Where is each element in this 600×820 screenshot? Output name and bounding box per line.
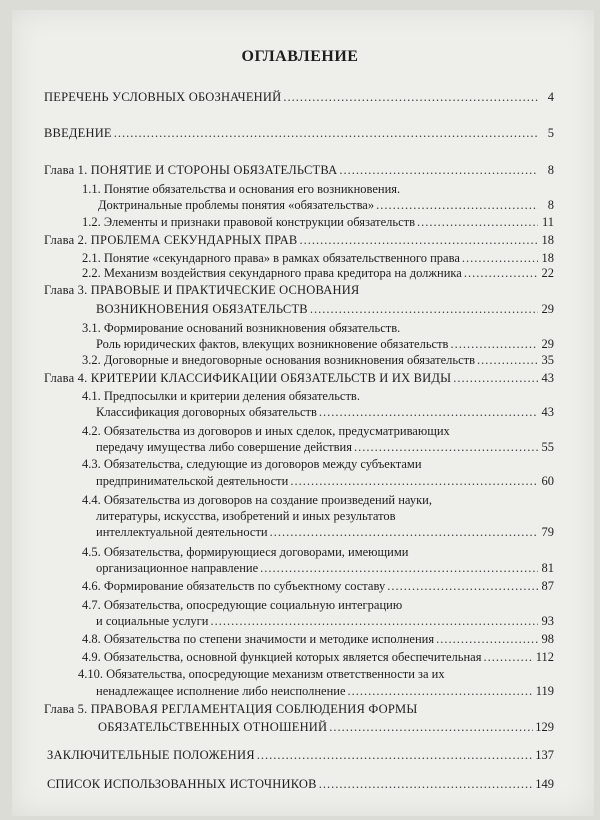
toc-entry-4-7 [96,614,554,629]
toc-page-number: 149 [535,777,554,791]
toc-entry-2-1 [82,251,554,266]
toc-entry-text: 4.6. Формирование обязательств по субъектному составу [82,579,386,593]
leader-dots [283,90,538,105]
toc-page-number: 29 [541,302,554,316]
toc-entry-chapter-5 [98,720,554,735]
toc-entry-text: передачу имущества либо совершение действия [96,440,352,454]
toc-page-number: 8 [547,163,554,177]
toc-entry-text: 1.2. Элементы и признаки правовой конструкции обязательств [82,215,416,229]
toc-entry-text: ПЕРЕЧЕНЬ УСЛОВНЫХ ОБОЗНАЧЕНИЙ [44,90,282,104]
toc-page-number: 43 [541,371,554,385]
leader-dots [319,777,534,792]
toc-entry-line: Глава 5. ПРАВОВАЯ РЕГЛАМЕНТАЦИЯ СОБЛЮДЕНИЯ ФОРМЫ [44,702,418,716]
toc-page-number: 22 [541,266,554,280]
toc-entry-3-1 [96,337,554,352]
toc-page-number: 98 [541,632,554,646]
toc-entry-line: 4.1. Предпосылки и критерии деления обязательств. [82,389,360,403]
toc-entry-text: СПИСОК ИСПОЛЬЗОВАННЫХ ИСТОЧНИКОВ [47,777,317,791]
toc-page-number: 93 [541,614,554,628]
toc-entry-4-3 [96,474,554,489]
toc-page-number: 18 [541,251,554,265]
toc-page-number: 8 [547,198,554,212]
toc-entry-chapter-3 [96,302,554,317]
toc-page-number: 35 [541,353,554,367]
toc-entry-4-4 [96,525,554,540]
leader-dots [354,440,538,455]
toc-page-number: 43 [541,405,554,419]
toc-entry-text: предпринимательской деятельности [96,474,289,488]
toc-entry-text: 2.2. Механизм воздействия секундарного права кредитора на должника [82,266,462,280]
toc-entry-text: Классификация договорных обязательств [96,405,317,419]
toc-page-number: 29 [541,337,554,351]
leader-dots [257,748,534,763]
toc-entry-text: 2.1. Понятие «секундарного права» в рамках обязательственного права [82,251,460,265]
toc-entry-4-5 [96,561,554,576]
page-title: ОГЛАВЛЕНИЕ [241,48,359,65]
toc-entry-text: ОБЯЗАТЕЛЬСТВЕННЫХ ОТНОШЕНИЙ [98,720,328,734]
toc-page-number: 5 [547,126,554,140]
toc-entry-text: 4.8. Обязательства по степени значимости и методике исполнения [82,632,435,646]
toc-entry-text: Глава 1. ПОНЯТИЕ И СТОРОНЫ ОБЯЗАТЕЛЬСТВА [44,163,338,177]
toc-entry-3-2 [82,353,554,368]
leader-dots [417,215,538,230]
leader-dots [319,405,538,420]
toc-entry-4-8 [82,632,554,647]
leader-dots [310,302,538,317]
toc-entry-text: 3.2. Договорные и внедоговорные основания возникновения обязательств [82,353,476,367]
toc-entry-line: 4.2. Обязательства из договоров и иных сделок, предусматривающих [82,424,450,438]
toc-page-number: 79 [541,525,554,539]
leader-dots [477,353,538,368]
toc-entry-text: Роль юридических фактов, влекущих возникновение обязательств [96,337,449,351]
toc-entry-4-1 [96,405,554,420]
leader-dots [270,525,538,540]
toc-entry-chapter-1 [44,163,554,178]
toc-entry-text: Глава 2. ПРОБЛЕМА СЕКУНДАРНЫХ ПРАВ [44,233,298,247]
toc-entry-conclusion [47,748,554,763]
toc-page-number: 137 [535,748,554,762]
toc-entry-line: 4.3. Обязательства, следующие из договоров между субъектами [82,457,422,471]
toc-page-number: 81 [541,561,554,575]
toc-entry-line: 4.10. Обязательства, опосредующие механизм ответственности за их [78,667,445,681]
leader-dots [290,474,538,489]
toc-entry-1-2 [82,215,554,230]
leader-dots [453,371,538,386]
toc-entry-text: 4.9. Обязательства, основной функцией которых является обеспечительная [82,650,482,664]
toc-entry-line: 4.7. Обязательства, опосредующие социальную интеграцию [82,598,403,612]
toc-entry-4-9 [82,650,554,665]
leader-dots [114,126,538,141]
leader-dots [462,251,538,266]
leader-dots [436,632,538,647]
toc-entry-text: Глава 4. КРИТЕРИИ КЛАССИФИКАЦИИ ОБЯЗАТЕЛЬСТВ И ИХ ВИДЫ [44,371,452,385]
toc-entry-introduction [44,126,554,141]
toc-entry-text: организационное направление [96,561,259,575]
toc-entry-line: литературы, искусства, изобретений и иных результатов [96,509,396,523]
toc-entry-chapter-2 [44,233,554,248]
leader-dots [483,650,533,665]
leader-dots [387,579,538,594]
toc-entry-line: 4.4. Обязательства из договоров на создание произведений науки, [82,493,432,507]
leader-dots [329,720,533,735]
toc-page-number: 55 [541,440,554,454]
toc-entry-abbreviations [44,90,554,105]
leader-dots [376,198,538,213]
toc-entry-text: ВОЗНИКНОВЕНИЯ ОБЯЗАТЕЛЬСТВ [96,302,308,316]
toc-entry-references [47,777,554,792]
toc-entry-line: 3.1. Формирование оснований возникновения обязательств. [82,321,401,335]
leader-dots [450,337,538,352]
toc-entry-text: ЗАКЛЮЧИТЕЛЬНЫЕ ПОЛОЖЕНИЯ [47,748,255,762]
toc-entry-line: Глава 3. ПРАВОВЫЕ И ПРАКТИЧЕСКИЕ ОСНОВАНИЯ [44,283,360,297]
toc-entry-chapter-4 [44,371,554,386]
toc-page-number: 60 [541,474,554,488]
leader-dots [339,163,538,178]
toc-entry-4-10 [96,684,554,699]
toc-entry-4-6 [82,579,554,594]
toc-entry-4-2 [96,440,554,455]
toc-entry-text: ВВЕДЕНИЕ [44,126,112,140]
toc-entry-2-2 [82,266,554,281]
leader-dots [260,561,538,576]
toc-page-number: 4 [547,90,554,104]
leader-dots [348,684,534,699]
leader-dots [299,233,538,248]
toc-page-number: 87 [541,579,554,593]
leader-dots [464,266,538,281]
toc-entry-line: 1.1. Понятие обязательства и основания его возникновения. [82,182,401,196]
toc-entry-text: ненадлежащее исполнение либо неисполнение [96,684,346,698]
toc-entry-1-1 [98,198,554,213]
leader-dots [210,614,538,629]
toc-page-number: 129 [535,720,554,734]
toc-page-number: 119 [535,684,554,698]
toc-page-number: 18 [541,233,554,247]
toc-entry-text: интеллектуальной деятельности [96,525,268,539]
toc-page-number: 11 [541,215,554,229]
toc-entry-line: 4.5. Обязательства, формирующиеся договорами, имеющими [82,545,409,559]
toc-page-number: 112 [535,650,554,664]
toc-entry-text: Доктринальные проблемы понятия «обязательства» [98,198,375,212]
toc-entry-text: и социальные услуги [96,614,209,628]
